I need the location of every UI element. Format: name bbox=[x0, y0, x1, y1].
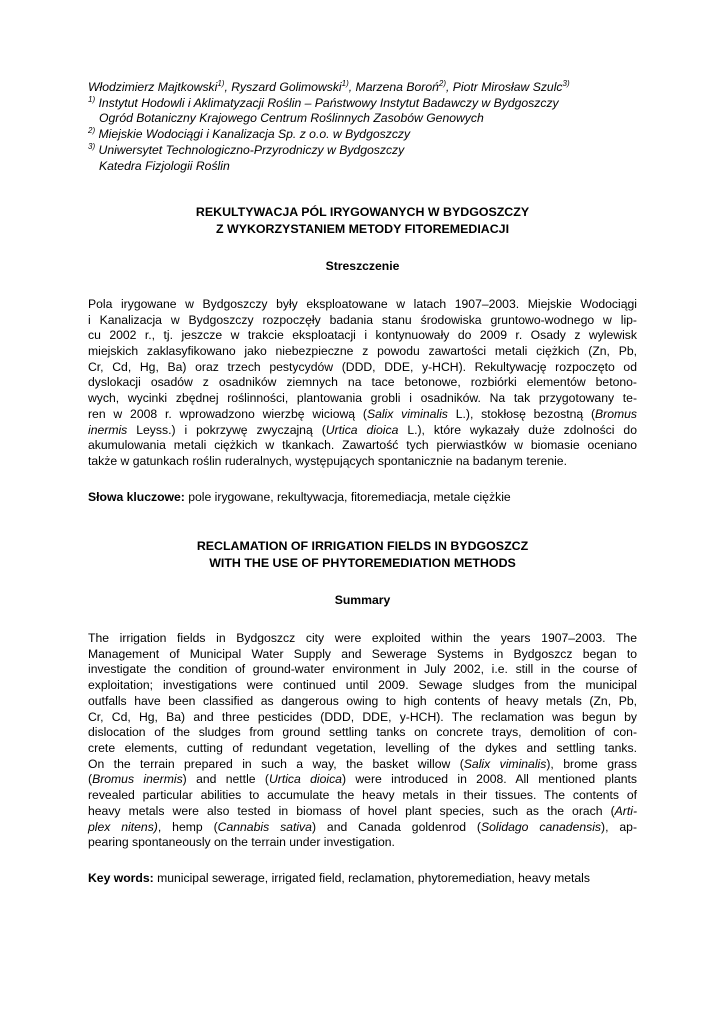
latin-name: Salix viminalis bbox=[463, 756, 547, 771]
author-affiliation-mark: 3) bbox=[562, 79, 570, 88]
text-run: outfalls have been classified as dangerous owing to high contents of heavy metals (Zn, Pb, bbox=[88, 693, 637, 708]
document-page bbox=[88, 80, 637, 887]
text-run: heavy metals were also tested in biomass of hovel plant species, such as the orach ( bbox=[88, 803, 615, 818]
latin-name: Solidago canadensis bbox=[481, 819, 602, 834]
text-line bbox=[88, 757, 637, 773]
text-run: revealed particular abilities to accumulate the heavy metals in their tissues. The contents of bbox=[88, 788, 637, 803]
text-run: wych, wycinki zbędnej roślinności, plantowania grobli i osadników. Na tak przygotowany te- bbox=[88, 391, 637, 406]
text-line bbox=[88, 694, 637, 710]
affiliation-mark: 2) bbox=[88, 126, 96, 136]
text-run: Management of Municipal Water Supply and Sewerage Systems in Bydgoszcz began to bbox=[88, 646, 637, 661]
text-run: i Kanalizacja w Bydgoszczy rozpoczęły badania stanu środowiska gruntowo-wodnego w lip- bbox=[88, 312, 637, 327]
text-line bbox=[88, 438, 637, 454]
polish-title-line: REKULTYWACJA PÓL IRYGOWANYCH W BYDGOSZCZY bbox=[195, 205, 530, 220]
affiliation-line bbox=[88, 96, 637, 112]
english-title bbox=[88, 538, 637, 571]
affiliation-line bbox=[88, 111, 637, 127]
author-affiliation-mark: 1) bbox=[217, 79, 225, 88]
text-line bbox=[88, 835, 637, 851]
text-run: akumulowania metali ciężkich w tkankach. Zawartość tych pierwiastków w biomasie oceniano bbox=[88, 438, 637, 453]
polish-keywords-label: Słowa kluczowe: bbox=[88, 489, 185, 504]
polish-keywords-text: pole irygowane, rekultywacja, fitoremediacja, metale ciężkie bbox=[184, 489, 511, 504]
text-line bbox=[88, 647, 637, 663]
text-line bbox=[88, 725, 637, 741]
text-line bbox=[88, 423, 637, 439]
author-name: Włodzimierz Majtkowski bbox=[88, 80, 218, 94]
text-line bbox=[88, 678, 637, 694]
latin-name: Cannabis sativa bbox=[217, 819, 312, 834]
text-line bbox=[88, 407, 637, 423]
text-line bbox=[88, 297, 637, 313]
text-run: ), brome grass bbox=[546, 756, 637, 771]
affiliation-text: Miejskie Wodociągi i Kanalizacja Sp. z o.o. w Bydgoszczy bbox=[98, 127, 411, 142]
affiliation-line bbox=[88, 127, 637, 143]
latin-name: Salix viminalis bbox=[366, 406, 448, 421]
text-run: Pola irygowane w Bydgoszczy były eksploatowane w latach 1907–2003. Miejskie Wodociągi bbox=[88, 296, 637, 311]
author-name: Ryszard Golimowski bbox=[231, 80, 342, 94]
polish-abstract bbox=[88, 297, 637, 470]
author-list: Włodzimierz Majtkowski$^{1)}$, Ryszard Golimowski$^{1)}$, Marzena Boroń$^{2)}$, Piotr Mirosław Szulc$^{3)}$ bbox=[88, 79, 570, 94]
affiliation-list bbox=[88, 96, 637, 175]
text-run: investigate the condition of ground-water environment in July 2002, i.e. still in the course of bbox=[88, 662, 637, 677]
latin-name: Urtica dioica bbox=[268, 772, 342, 787]
latin-name: Bromus bbox=[595, 406, 638, 421]
text-run: ( bbox=[88, 772, 93, 787]
text-run: ) and nettle ( bbox=[182, 772, 269, 787]
text-line bbox=[88, 328, 637, 344]
text-run: ) were introduced in 2008. All mentioned plants bbox=[341, 772, 637, 787]
affiliation-line bbox=[88, 159, 637, 175]
text-line bbox=[88, 313, 637, 329]
text-run: , hemp ( bbox=[157, 819, 218, 834]
text-line bbox=[88, 710, 637, 726]
text-run: dyslokacji osadów z osadników ziemnych na tace betonowe, rozbiórki elementów betono- bbox=[88, 375, 637, 390]
polish-abstract-heading: Streszczenie bbox=[325, 259, 400, 274]
text-run: Leyss.) i pokrzywę zwyczajną ( bbox=[127, 422, 326, 437]
latin-name: Bromus inermis bbox=[92, 772, 183, 787]
text-run: crete elements, cutting of redundant vegetation, levelling of the dykes and settling tanks. bbox=[88, 740, 637, 755]
author-name: Marzena Boroń bbox=[355, 80, 439, 94]
english-keywords bbox=[88, 871, 637, 887]
text-line bbox=[88, 391, 637, 407]
author-name: Piotr Mirosław Szulc bbox=[452, 80, 563, 94]
author-affiliation-mark: 2) bbox=[438, 79, 446, 88]
text-line bbox=[88, 804, 637, 820]
text-run: The irrigation fields in Bydgoszcz city were exploited within the years 1907–2003. The bbox=[88, 631, 637, 646]
english-title-line: RECLAMATION OF IRRIGATION FIELDS IN BYDGOSZCZ bbox=[196, 539, 529, 554]
text-run: Cr, Cd, Hg, Ba) and three pesticides (DDD, DDE, y-HCH). The reclamation was begun by bbox=[88, 709, 637, 724]
affiliation-text: Uniwersytet Technologiczno-Przyrodniczy w Bydgoszczy bbox=[98, 142, 405, 157]
polish-keywords bbox=[88, 490, 637, 506]
english-summary bbox=[88, 631, 637, 851]
text-line bbox=[88, 788, 637, 804]
text-run: L.), które wykazały duże zdolności do bbox=[398, 422, 637, 437]
english-keywords-label: Key words: bbox=[88, 870, 154, 885]
text-run: On the terrain prepared in such a way, the basket willow ( bbox=[88, 756, 464, 771]
text-line bbox=[88, 344, 637, 360]
text-run: cu 2002 r., tj. jeszcze w trakcie eksploatacji i kontynuowały do 2009 r. Osady z wylewisk bbox=[88, 328, 637, 343]
english-title-line: WITH THE USE OF PHYTOREMEDIATION METHODS bbox=[209, 555, 516, 570]
text-run: ), ap- bbox=[601, 819, 638, 834]
affiliation-mark: 3) bbox=[88, 141, 96, 151]
english-summary-heading: Summary bbox=[334, 593, 391, 608]
text-run: miejskich zaklasyfikowano jako niebezpieczne z powodu zawartości metali ciężkich (Zn, Pb, bbox=[88, 344, 637, 359]
latin-name: inermis bbox=[88, 422, 128, 437]
latin-name: Arti- bbox=[614, 803, 637, 818]
text-run: Cr, Cd, Hg, Ba) oraz trzech pestycydów (DDD, DDE, y-HCH). Rekultywację rozpoczęto od bbox=[88, 359, 637, 374]
affiliation-mark: 1) bbox=[88, 94, 96, 104]
author-affiliation-mark: 1) bbox=[341, 79, 349, 88]
text-line bbox=[88, 662, 637, 678]
polish-title bbox=[88, 204, 637, 237]
latin-name: plex nitens) bbox=[88, 819, 158, 834]
text-line bbox=[88, 741, 637, 757]
text-line bbox=[88, 631, 637, 647]
text-run: L.), stokłosę bezostną ( bbox=[447, 406, 596, 421]
affiliation-text: Ogród Botaniczny Krajowego Centrum Roślinnych Zasobów Genowych bbox=[99, 111, 484, 126]
text-line bbox=[88, 360, 637, 376]
text-run: także w gatunkach roślin ruderalnych, występujących spontanicznie na badanym terenie. bbox=[88, 453, 567, 468]
text-run: ren w 2008 r. wprowadzono wierzbę wiciową ( bbox=[88, 406, 367, 421]
text-run: dislocation of the sludges from ground settling tanks on concrete trays, demolition of con- bbox=[88, 725, 637, 740]
text-line bbox=[88, 375, 637, 391]
english-keywords-text: municipal sewerage, irrigated field, reclamation, phytoremediation, heavy metals bbox=[153, 870, 590, 885]
affiliation-text: Katedra Fizjologii Roślin bbox=[99, 158, 230, 173]
affiliation-text: Instytut Hodowli i Aklimatyzacji Roślin – Państwowy Instytut Badawczy w Bydgoszczy bbox=[98, 95, 559, 110]
text-run: exploitation; investigations were continued until 2009. Sewage sludges from the municipal bbox=[88, 678, 637, 693]
text-run: ) and Canada goldenrod ( bbox=[311, 819, 481, 834]
polish-title-line: Z WYKORZYSTANIEM METODY FITOREMEDIACJI bbox=[215, 221, 510, 236]
text-line bbox=[88, 772, 637, 788]
text-line bbox=[88, 454, 637, 470]
affiliation-line bbox=[88, 143, 637, 159]
latin-name: Urtica dioica bbox=[325, 422, 399, 437]
text-line bbox=[88, 820, 637, 836]
text-run: pearing spontaneously on the terrain under investigation. bbox=[88, 835, 395, 850]
